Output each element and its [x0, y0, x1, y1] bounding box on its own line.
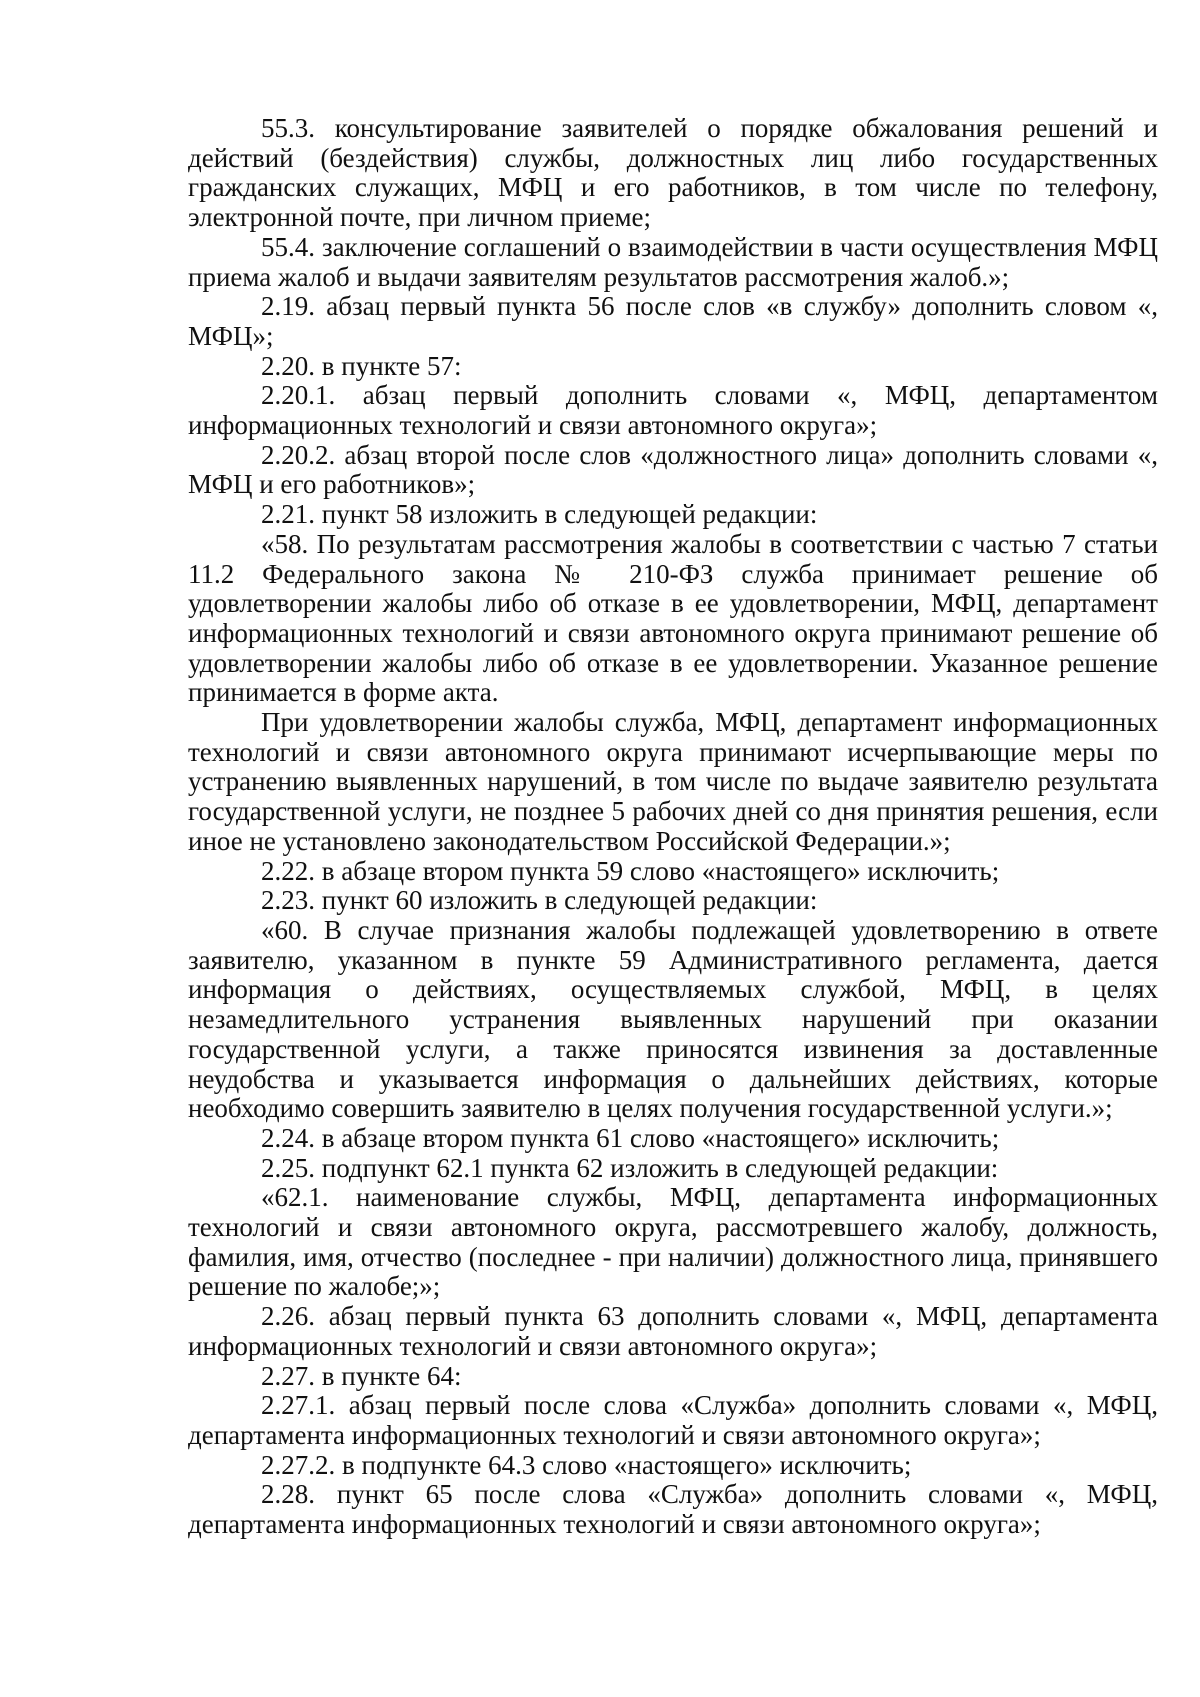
paragraph-58: «58. По результатам рассмотрения жалобы в соответствии с частью 7 статьи 11.2 Федерального закона № 210-ФЗ служба принимает решение об удовлетворении жалобы либо об отказе в ее удовлетворении, МФЦ, департамент информационных технологий и связи автономного округа принимают решение об удовлетворении жалобы либо об отказе в ее удовлетворении. Указанное решение принимается в форме акта. — [188, 528, 1158, 708]
paragraph-2-26: 2.26. абзац первый пункта 63 дополнить словами «, МФЦ, департамента информационных технологий и связи автономного округа»; — [188, 1301, 1158, 1361]
paragraph-55-4: 55.4. заключение соглашений о взаимодействии в части осуществления МФЦ приема жалоб и выдачи заявителям результатов рассмотрения жалоб.»; — [188, 231, 1158, 292]
paragraph-2-27: 2.27. в пункте 64: — [261, 1360, 462, 1391]
paragraph-2-23: 2.23. пункт 60 изложить в следующей редакции: — [261, 885, 818, 916]
paragraph-2-27-2: 2.27.2. в подпункте 64.3 слово «настоящего» исключить; — [261, 1449, 912, 1480]
paragraph-2-27-1: 2.27.1. абзац первый после слова «Служба» дополнить словами «, МФЦ, департамента информационных технологий и связи автономного округа»; — [188, 1390, 1158, 1450]
paragraph-62-1: «62.1. наименование службы, МФЦ, департамента информационных технологий и связи автономного округа, рассмотревшего жалобу, должность, фамилия, имя, отчество (последнее - при наличии) должностного лица, принявшего решение по жалобе;»; — [188, 1182, 1158, 1302]
paragraph-60: «60. В случае признания жалобы подлежащей удовлетворению в ответе заявителю, указанном в пункте 59 Административного регламента, дается информация о действиях, осуществляемых службой, МФЦ, в целях незамедлительного устранения выявленных нарушений при оказании государственной услуги, а также приносятся извинения за доставленные неудобства и указывается информация о дальнейших действиях, которые необходимо совершить заявителю в целях получения государственной услуги.»; — [188, 914, 1158, 1124]
paragraph-2-20: 2.20. в пункте 57: — [261, 350, 462, 381]
paragraph-55-3: 55.3. консультирование заявителей о порядке обжалования решений и действий (бездействия) службы, должностных лиц либо государственных гражданских служащих, МФЦ и его работников, в том числе по телефону, электронной почте, при личном приеме; — [188, 113, 1158, 233]
paragraph-2-28: 2.28. пункт 65 после слова «Служба» дополнить словами «, МФЦ, департамента информационных технологий и связи автономного округа»; — [188, 1479, 1158, 1540]
paragraph-2-22: 2.22. в абзаце втором пункта 59 слово «настоящего» исключить; — [261, 855, 1000, 886]
paragraph-2-19: 2.19. абзац первый пункта 56 после слов «в службу» дополнить словом «, МФЦ»; — [188, 291, 1158, 351]
paragraph-2-20-1: 2.20.1. абзац первый дополнить словами «, МФЦ, департаментом информационных технологий и связи автономного округа»; — [188, 380, 1158, 441]
paragraph-2-21: 2.21. пункт 58 изложить в следующей редакции: — [261, 499, 818, 530]
document-body — [188, 114, 1158, 1540]
paragraph-58-continuation: При удовлетворении жалобы служба, МФЦ, департамент информационных технологий и связи автономного округа принимают исчерпывающие меры по устранению выявленных нарушений, в том числе по выдаче заявителю результата государственной услуги, не позднее 5 рабочих дней со дня принятия решения, если иное не установлено законодательством Российской Федерации.»; — [188, 707, 1158, 856]
paragraph-2-24: 2.24. в абзаце втором пункта 61 слово «настоящего» исключить; — [261, 1122, 1000, 1153]
paragraph-2-20-2: 2.20.2. абзац второй после слов «должностного лица» дополнить словами «, МФЦ и его работников»; — [188, 439, 1158, 500]
paragraph-2-25: 2.25. подпункт 62.1 пункта 62 изложить в следующей редакции: — [261, 1152, 999, 1183]
